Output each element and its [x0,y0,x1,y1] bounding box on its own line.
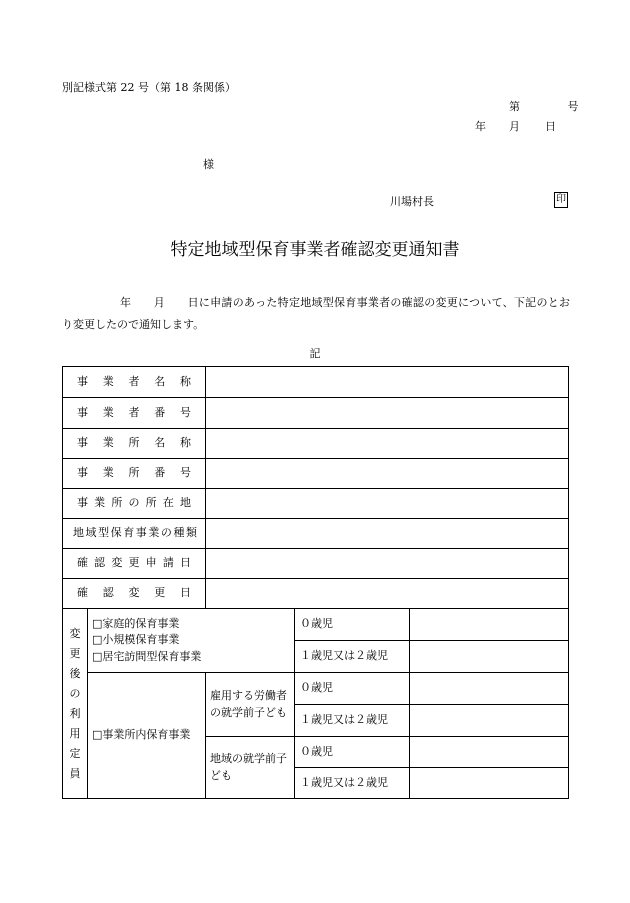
sub-employee-children-label: 雇用する労働者の就学前子ども [206,673,295,737]
employee-age0-value[interactable] [410,673,569,705]
table-row [63,398,569,429]
local-age12-value[interactable] [410,768,569,799]
table-row [63,673,569,705]
label-childcare-type: 地域型保育事業の種類 [63,519,206,549]
value-facility-number[interactable] [206,459,569,489]
group1-age12-value[interactable] [410,641,569,673]
table-row [63,459,569,489]
capacity-vertical-label [63,609,88,799]
label-facility-address: 事業所の所在地 [63,489,206,519]
table-row [63,519,569,549]
checkbox-small-scale-childcare[interactable]: □小規模保育事業 [92,633,180,647]
document-title: 特定地域型保育事業者確認変更通知書 [170,240,460,260]
group1-age0-value[interactable] [410,609,569,641]
change-details-table [62,366,569,799]
ki-heading: 記 [309,347,321,360]
seal-stamp: 印 [554,192,568,208]
group1-checkbox-list [88,609,295,673]
sub-local-children-label: 地域の就学前子ども [206,737,295,799]
table-row [63,489,569,519]
age12-label: １歳児又は２歳児 [295,768,410,799]
value-change-application-date[interactable] [206,549,569,579]
date-year: 年 [475,120,486,133]
label-business-operator-number: 事業者番号 [63,398,206,429]
local-age0-value[interactable] [410,737,569,768]
date-day: 日 [545,120,556,133]
document-number-line: 第 号 [509,100,601,113]
table-row [63,549,569,579]
value-childcare-type[interactable] [206,519,569,549]
label-facility-name: 事業所名称 [63,429,206,459]
value-business-operator-name[interactable] [206,367,569,398]
table-row [63,429,569,459]
addressee-suffix: 様 [203,158,214,171]
age0-label: ０歳児 [295,673,410,705]
value-change-confirmation-date[interactable] [206,579,569,609]
checkbox-home-visit-childcare[interactable]: □居宅訪問型保育事業 [92,649,202,663]
table-row [63,367,569,398]
age12-label: １歳児又は２歳児 [295,641,410,673]
form-number-label: 別記様式第 22 号（第 18 条関係） [62,81,236,94]
label-change-application-date: 確認変更申請日 [63,549,206,579]
employee-age12-value[interactable] [410,705,569,737]
label-business-operator-name: 事業者名称 [63,367,206,398]
age0-label: ０歳児 [295,737,410,768]
label-facility-number: 事業所番号 [63,459,206,489]
value-business-operator-number[interactable] [206,398,569,429]
table-row [63,609,569,641]
notice-body-text: 年 月 日に申請のあった特定地域型保育事業者の確認の変更について、下記のとおり変更したので通知します。 [62,296,570,331]
issuer-name: 川場村長 [390,195,434,208]
date-month: 月 [509,120,520,133]
age12-label: １歳児又は２歳児 [295,705,410,737]
age0-label: ０歳児 [295,609,410,641]
value-facility-name[interactable] [206,429,569,459]
checkbox-workplace-childcare[interactable]: □事業所内保育事業 [88,673,206,799]
label-change-confirmation-date: 確認変更日 [63,579,206,609]
table-row [63,579,569,609]
issue-date-line [475,121,556,132]
vertical-label-text: 変 更 後 の 利 用 定 員 [69,626,81,780]
checkbox-home-based-childcare[interactable]: □家庭的保育事業 [92,616,180,630]
value-facility-address[interactable] [206,489,569,519]
